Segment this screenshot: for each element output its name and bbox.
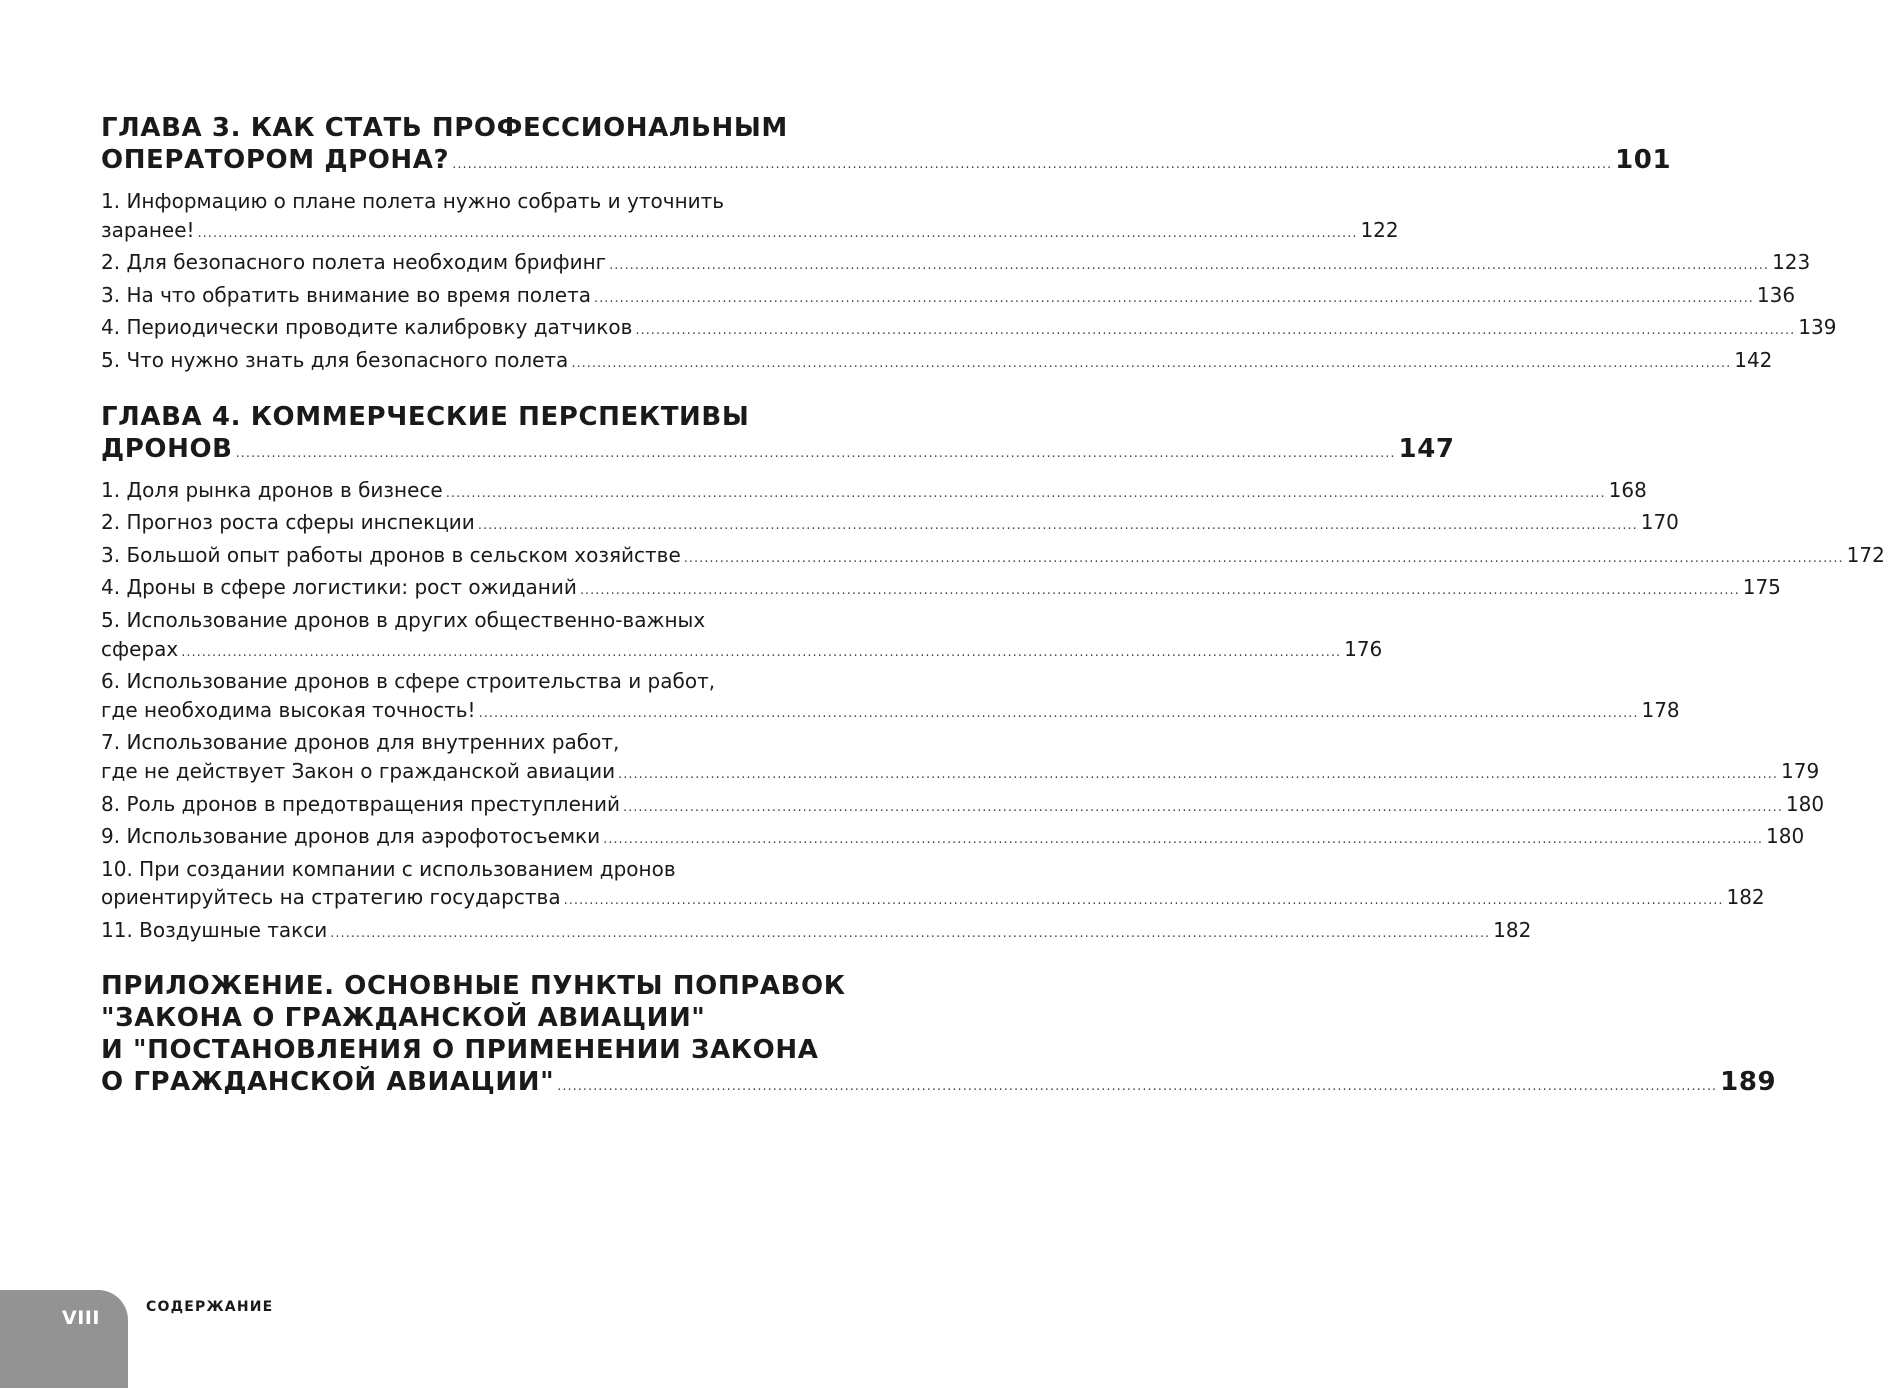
toc-entry-page-number: 182	[1493, 917, 1532, 942]
chapter-title-text: ДРОНОВ	[101, 433, 233, 464]
dot-leader	[330, 926, 1490, 941]
dot-leader	[609, 258, 1769, 273]
toc-entry[interactable]	[101, 187, 1399, 248]
toc-entry-line	[101, 346, 1773, 379]
toc-entry-line	[101, 855, 857, 884]
toc-entry-text: где необходима высокая точность!	[101, 697, 476, 722]
toc-entry[interactable]	[101, 248, 1811, 281]
toc-entry-line	[101, 606, 857, 635]
toc-entry-page-number: 139	[1798, 315, 1837, 340]
toc-entry-text: 4. Периодически проводите калибровку датчиков	[101, 315, 633, 340]
dot-leader	[557, 1079, 1717, 1094]
dot-leader	[181, 645, 1341, 660]
toc-entry-text: 5. Что нужно знать для безопасного полета	[101, 347, 569, 372]
toc-entry-page-number: 182	[1726, 885, 1765, 910]
chapter-title-line	[101, 112, 857, 144]
toc-entry-text: 1. Доля рынка дронов в бизнесе	[101, 477, 443, 502]
toc-entry-page-number: 175	[1742, 575, 1781, 600]
toc-chapter	[101, 112, 1837, 379]
toc-entry-text: где не действует Закон о гражданской авиации	[101, 758, 616, 783]
chapter-title-line	[101, 144, 1672, 181]
toc-entry-page-number: 172	[1846, 542, 1885, 567]
toc-entry[interactable]	[101, 728, 1820, 789]
toc-entry[interactable]	[101, 346, 1773, 379]
toc-entry-line	[101, 281, 1796, 314]
toc-entry-text: 4. Дроны в сфере логистики: рост ожиданий	[101, 575, 577, 600]
toc-entry-line	[101, 313, 1837, 346]
toc-entry-text: 10. При создании компании с использованием дронов	[101, 856, 676, 881]
chapter-page-number: 147	[1398, 433, 1455, 464]
chapter-title-line	[101, 1066, 1777, 1103]
toc-entry-text: 7. Использование дронов для внутренних работ,	[101, 730, 620, 755]
toc-entry[interactable]	[101, 313, 1837, 346]
toc-entry-page-number: 180	[1766, 824, 1805, 849]
toc-entry-line	[101, 508, 1679, 541]
toc-entry-line	[101, 573, 1781, 606]
dot-leader	[452, 157, 1612, 172]
dot-leader	[580, 583, 1740, 598]
toc-entry-line	[101, 667, 857, 696]
toc-entry-line	[101, 757, 1820, 790]
toc-entry-text: 8. Роль дронов в предотвращения преступлений	[101, 791, 620, 816]
toc-entry[interactable]	[101, 667, 1680, 728]
toc-chapter	[101, 970, 1777, 1103]
dot-leader	[618, 767, 1778, 782]
toc-entry-line	[101, 541, 1885, 574]
toc-entry-line	[101, 696, 1680, 729]
chapter-title	[101, 401, 1455, 470]
chapter-page-number: 189	[1720, 1067, 1777, 1098]
toc-entry-page-number: 136	[1756, 282, 1796, 307]
page-number-tab	[0, 1290, 128, 1388]
dot-leader	[594, 291, 1754, 306]
toc-entry-text: 6. Использование дронов в сфере строительства и работ,	[101, 669, 716, 694]
toc-entry-line	[101, 248, 1811, 281]
chapter-title-text: ПРИЛОЖЕНИЕ. ОСНОВНЫЕ ПУНКТЫ ПОПРАВОК	[101, 971, 846, 1002]
toc-entry-text: 9. Использование дронов для аэрофотосъемки	[101, 824, 601, 849]
dot-leader	[623, 800, 1783, 815]
toc-entry-text: 3. На что обратить внимание во время полета	[101, 282, 592, 307]
chapter-title-text: ОПЕРАТОРОМ ДРОНА?	[101, 145, 450, 175]
dot-leader	[564, 893, 1724, 908]
table-of-contents	[101, 112, 1885, 1125]
dot-leader	[684, 551, 1844, 566]
toc-entry-page-number: 123	[1772, 250, 1811, 275]
toc-entry-line	[101, 635, 1383, 668]
toc-entry-page-number: 122	[1360, 217, 1399, 242]
toc-entry[interactable]	[101, 822, 1805, 855]
toc-entry[interactable]	[101, 790, 1825, 823]
chapter-title-line	[101, 970, 857, 1002]
toc-entry-page-number: 170	[1640, 510, 1679, 535]
dot-leader	[571, 356, 1731, 371]
toc-entry-page-number: 176	[1344, 636, 1383, 661]
toc-entry[interactable]	[101, 281, 1796, 314]
toc-entry[interactable]	[101, 606, 1383, 667]
chapter-title-line	[101, 433, 1455, 470]
toc-entry-text: 2. Для безопасного полета необходим брифинг	[101, 250, 607, 275]
running-header-section: СОДЕРЖАНИЕ	[146, 1299, 274, 1315]
chapter-title	[101, 112, 1672, 181]
toc-entry-text: ориентируйтесь на стратегию государства	[101, 885, 561, 910]
chapter-title-text: О ГРАЖДАНСКОЙ АВИАЦИИ"	[101, 1067, 555, 1098]
toc-entry-page-number: 168	[1608, 477, 1647, 502]
toc-entry-text: сферах	[101, 636, 179, 661]
chapter-title-line	[101, 1034, 857, 1066]
dot-leader	[446, 486, 1606, 501]
chapter-title-text: ГЛАВА 3. КАК СТАТЬ ПРОФЕССИОНАЛЬНЫМ	[101, 113, 788, 143]
toc-entry[interactable]	[101, 855, 1765, 916]
toc-entry-line	[101, 883, 1765, 916]
dot-leader	[479, 706, 1639, 721]
toc-entry-line	[101, 728, 857, 757]
toc-entry-line	[101, 916, 1532, 949]
toc-entry[interactable]	[101, 476, 1647, 509]
toc-entry-text: 2. Прогноз роста сферы инспекции	[101, 510, 475, 535]
toc-entry-text: 11. Воздушные такси	[101, 917, 328, 942]
chapter-title	[101, 970, 1777, 1103]
page-number: VIII	[62, 1307, 100, 1329]
toc-entry[interactable]	[101, 541, 1885, 574]
toc-entry[interactable]	[101, 573, 1781, 606]
toc-entry-line	[101, 822, 1805, 855]
dot-leader	[478, 518, 1638, 533]
dot-leader	[198, 226, 1358, 241]
toc-entry-page-number: 142	[1734, 347, 1773, 372]
chapter-title-text: "ЗАКОНА О ГРАЖДАНСКОЙ АВИАЦИИ"	[101, 1003, 706, 1034]
toc-entry-text: 5. Использование дронов в других общественно-важных	[101, 607, 706, 632]
toc-entry-page-number: 178	[1641, 697, 1680, 722]
toc-entry[interactable]	[101, 916, 1532, 949]
toc-entry-page-number: 180	[1785, 791, 1825, 816]
dot-leader	[635, 323, 1795, 338]
chapter-page-number: 101	[1615, 145, 1672, 175]
dot-leader	[603, 832, 1763, 847]
toc-entry-text: заранее!	[101, 217, 195, 242]
chapter-title-line	[101, 401, 857, 433]
toc-entry-line	[101, 790, 1825, 823]
toc-entry[interactable]	[101, 508, 1679, 541]
toc-entry-page-number: 179	[1781, 758, 1820, 783]
dot-leader	[236, 446, 1396, 461]
toc-chapter	[101, 401, 1885, 949]
toc-entry-text: 1. Информацию о плане полета нужно собрать и уточнить	[101, 189, 725, 213]
toc-entry-text: 3. Большой опыт работы дронов в сельском хозяйстве	[101, 542, 681, 567]
chapter-title-text: И "ПОСТАНОВЛЕНИЯ О ПРИМЕНЕНИИ ЗАКОНА	[101, 1035, 819, 1066]
chapter-title-line	[101, 1002, 857, 1034]
chapter-title-text: ГЛАВА 4. КОММЕРЧЕСКИЕ ПЕРСПЕКТИВЫ	[101, 401, 750, 432]
toc-entry-line	[101, 216, 1399, 249]
toc-entry-line	[101, 187, 857, 216]
toc-entry-line	[101, 476, 1647, 509]
